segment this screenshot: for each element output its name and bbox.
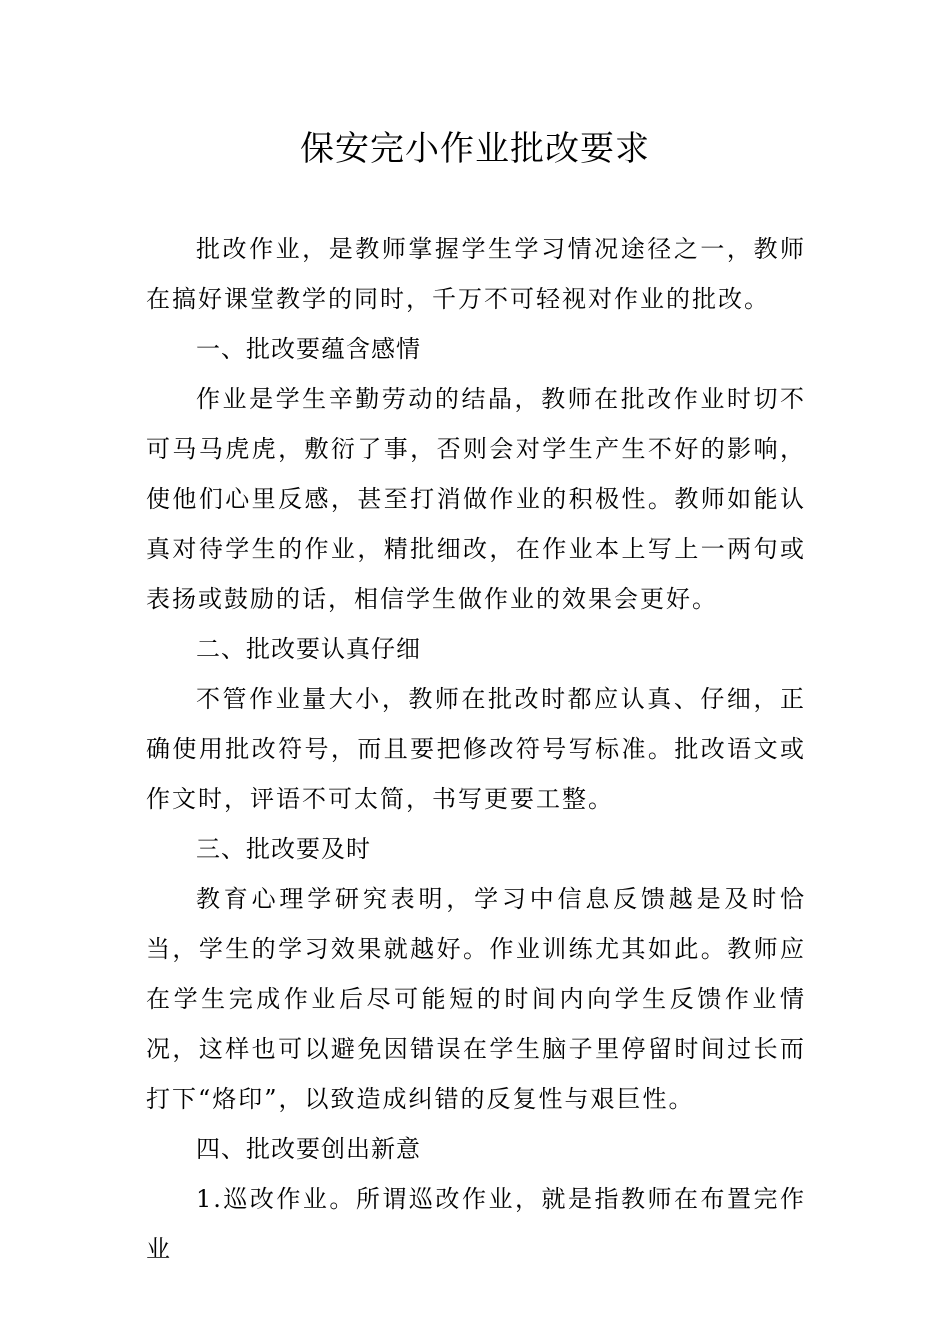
section-paragraph-2: 不管作业量大小，教师在批改时都应认真、仔细，正确使用批改符号，而且要把修改符号写标准。批改语文或作文时，评语不可太简，书写更要工整。 [146,685,806,813]
section-paragraph-3: 教育心理学研究表明，学习中信息反馈越是及时恰当，学生的学习效果就越好。作业训练尤其如此。教师应在学生完成作业后尽可能短的时间内向学生反馈作业情况，这样也可以避免因错误在学生脑子里停留时间过长而打下“烙印”，以致造成纠错的反复性与艰巨性。 [146,885,806,1113]
section-heading-1: 一、批改要蕴含感情 [196,335,421,363]
section-paragraph-4: 1.巡改作业。所谓巡改作业，就是指教师在布置完作业 [146,1185,806,1263]
section-heading-4: 四、批改要创出新意 [196,1135,421,1163]
intro-paragraph: 批改作业，是教师掌握学生学习情况途径之一，教师在搞好课堂教学的同时，千万不可轻视对作业的批改。 [146,235,806,313]
document-body [146,224,806,1274]
section-heading-3: 三、批改要及时 [196,835,371,863]
section-paragraph-1: 作业是学生辛勤劳动的结晶，教师在批改作业时切不可马马虎虎，敷衍了事，否则会对学生产生不好的影响，使他们心里反感，甚至打消做作业的积极性。教师如能认真对待学生的作业，精批细改，在作业本上写上一两句或表扬或鼓励的话，相信学生做作业的效果会更好。 [146,385,806,613]
section-heading-2: 二、批改要认真仔细 [196,635,421,663]
document-title: 保安完小作业批改要求 [300,129,650,169]
